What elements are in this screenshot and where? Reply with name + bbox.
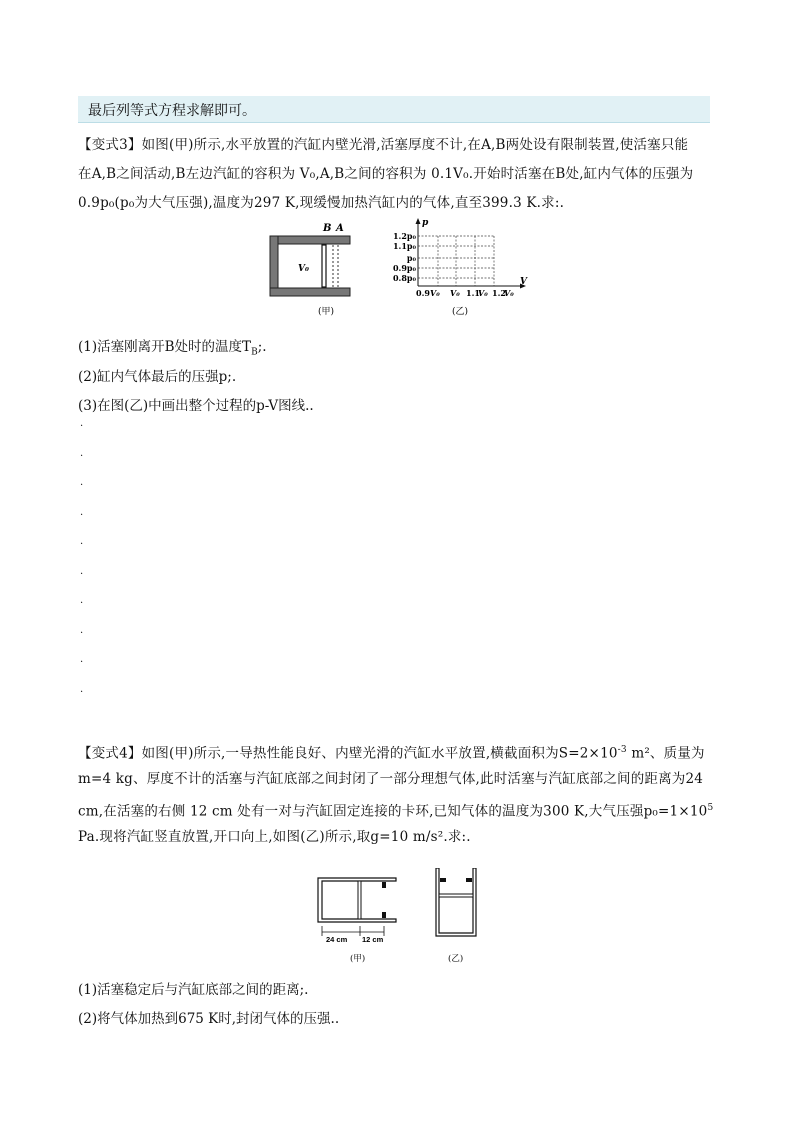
cylinder-figure-a: [262, 218, 362, 322]
variant4-paragraph: [78, 736, 718, 852]
ytick-5: 0.8p₀: [392, 273, 416, 283]
caption-b: (乙): [452, 307, 469, 317]
cylinder-figure-v4: [310, 868, 500, 966]
ytick-2: 1.1p₀: [392, 241, 416, 251]
pv-grid-figure: [386, 216, 536, 322]
variant4-line-1: 【变式4】如图(甲)所示,一导热性能良好、内壁光滑的汽缸水平放置,横截面积为$S=2\times 10^{-3}$ m²、质量为: [78, 745, 705, 762]
ytick-4: 0.9p₀: [392, 263, 416, 273]
xtick-v0-b: V₀: [450, 288, 460, 298]
xtick-v0-a: V₀: [430, 288, 440, 298]
variant3-question-3: (3)在图(乙)中画出整个过程的p-V图线..: [78, 398, 314, 414]
variant3-line-1: 【变式3】如图(甲)所示,水平放置的汽缸内壁光滑,活塞厚度不计,在A,B两处设有限制装置,使活塞只能: [78, 137, 689, 153]
variant4-line-3: cm,在活塞的右侧 12 cm 处有一对与汽缸固定连接的卡环,已知气体的温度为300 K,大气压强$p_0=1\times 10^5$: [78, 803, 714, 820]
label-b: B: [323, 223, 332, 234]
variant3-line-3: 0.9p₀(p₀为大气压强),温度为297 K,现缓慢加热汽缸内的气体,直至399.3 K.求:.: [78, 195, 565, 211]
axis-v: V: [520, 277, 527, 287]
variant3-question-2: (2)缸内气体最后的压强p;.: [78, 369, 237, 385]
dim-24cm: 24 cm: [326, 935, 348, 944]
variant4-line-2: m=4 kg、厚度不计的活塞与汽缸底部之间封闭了一部分理想气体,此时活塞与汽缸底部之间的距离为24: [78, 771, 704, 787]
label-v0: V₀: [298, 264, 309, 274]
ytick-1: 1.2p₀: [392, 231, 416, 241]
variant4-question-1: (1)活塞稳定后与汽缸底部之间的距离;.: [78, 982, 309, 998]
note-box: [78, 96, 710, 123]
xtick-0-9: 0.9: [416, 288, 430, 298]
caption-a: (甲): [318, 307, 335, 317]
axis-p: p: [422, 218, 429, 228]
variant3-question-1: (1)活塞刚离开B处时的温度$T_B$;.: [78, 339, 267, 358]
ytick-3: p₀: [406, 253, 416, 263]
variant3-paragraph: [78, 131, 718, 218]
label-a: A: [336, 223, 344, 234]
xtick-v0-c: V₀: [478, 288, 488, 298]
caption-v4-a: (甲): [350, 954, 366, 964]
variant4-question-2: (2)将气体加热到675 K时,封闭气体的压强..: [78, 1011, 340, 1027]
variant3-line-2: 在A,B之间活动,B左边汽缸的容积为 V₀,A,B之间的容积为 0.1V₀.开始时活塞在B处,缸内气体的压强为: [78, 166, 694, 182]
caption-v4-b: (乙): [448, 954, 464, 964]
xtick-1-2: 1.2: [492, 288, 506, 298]
blank-answer-lines: . . . . . . . . . .: [80, 418, 84, 695]
xtick-1-1: 1.1: [466, 288, 480, 298]
xtick-v0-d: V₀: [504, 288, 514, 298]
variant4-line-4: Pa.现将汽缸竖直放置,开口向上,如图(乙)所示,取g=10 m/s².求:.: [78, 829, 471, 845]
note-text: 最后列等式方程求解即可。: [88, 103, 256, 119]
dim-12cm: 12 cm: [362, 935, 384, 944]
